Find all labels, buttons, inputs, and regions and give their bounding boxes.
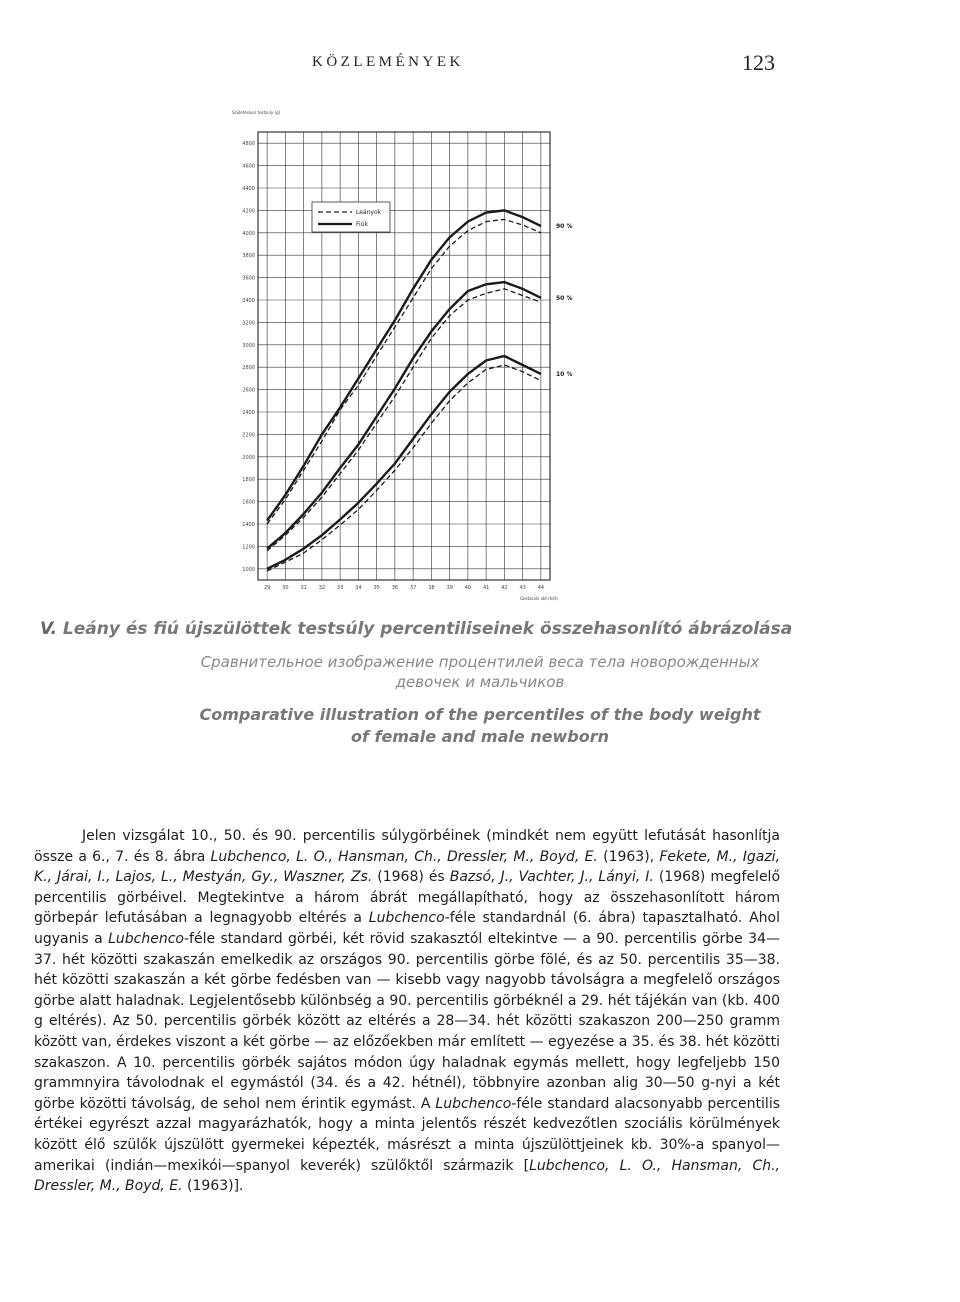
percentile-label: 90 % xyxy=(556,223,573,231)
x-tick-label: 31 xyxy=(300,585,307,591)
legend-label: Fiúk xyxy=(356,221,368,228)
running-title: KÖZLEMÉNYEK xyxy=(312,54,464,70)
x-tick-label: 30 xyxy=(282,585,289,591)
x-tick-label: 37 xyxy=(409,585,417,591)
x-tick-label: 40 xyxy=(464,585,472,591)
caption-hungarian xyxy=(0,618,960,640)
citation: Bazsó, J., Vachter, J., Lányi, I. xyxy=(449,869,654,886)
text-run: -féle standard görbéi, két rövid szakasztól eltekintve — a 90. percentilis görbe 34—37. hét közötti szakaszán emelkedik az országos 90. percentilis görbe fölé, és az 50. percentilis 35—38. hét közötti szakaszán a két görbe fedésben van — kisebb vagy nagyobb távolságra a megfelelő országos görbe alatt haladnak. Legjelentősebb különbség a 90. percentilis görbéknél a 29. hét tájékán van (kb. 400 g eltérés). Az 50. percentilis görbék között az eltérés a 28—34. hét közötti szakaszon 200—250 gramm között van, érdekes viszont a két görbe — az előzőekben már említett — egyezése a 35. és 38. hét közötti szakaszon. A 10. percentilis görbék sajátos módon úgy haladnak egymás mellett, hogy legfeljebb 150 grammnyira távolodnak el egymástól (34. és a 42. hétnél), többnyire azonban alig 30—50 g-nyi a két görbe közötti távolság, de sehol nem érintik egymást. A xyxy=(34,930,780,1112)
y-tick-label: 4200 xyxy=(242,208,255,215)
series-line xyxy=(267,282,541,548)
percentile-label: 50 % xyxy=(556,294,573,302)
y-tick-label: 2800 xyxy=(242,365,255,372)
x-tick-label: 44 xyxy=(537,585,545,591)
legend-label: Leányok xyxy=(356,209,382,216)
paragraph xyxy=(34,826,780,1197)
text-run: (1968) és xyxy=(372,869,450,886)
citation: Lubchenco, L. O., Hansman, Ch., Dressler, M., Boyd, E. xyxy=(34,1157,780,1195)
y-tick-label: 2600 xyxy=(242,387,255,394)
citation: Fekete, M., Igazi, K., Járai, I., Lajos, L., Mestyán, Gy., Waszner, Zs. xyxy=(34,848,781,886)
text-run: (1963)]. xyxy=(182,1178,244,1195)
y-tick-label: 2000 xyxy=(242,454,255,461)
x-tick-label: 42 xyxy=(501,585,508,591)
x-tick-label: 35 xyxy=(373,585,380,591)
caption-english-line2: of female and male newborn xyxy=(350,727,610,746)
x-tick-label: 36 xyxy=(391,585,399,591)
caption-english xyxy=(0,704,960,748)
page-header xyxy=(0,50,960,86)
caption-russian-line1: Сравнительное изображение процентилей веса тела новорожденных xyxy=(200,653,760,671)
y-tick-label: 3800 xyxy=(242,253,255,260)
citation: Lubchenco xyxy=(108,930,184,947)
text-run: (1968) megfelelő percentilis görbéivel. Megtekintve a három ábrát megállapítható, hogy az összehasonlított három görbepár lefutásában a legnagyobb eltérés a xyxy=(34,869,781,927)
caption-english-line1: Comparative illustration of the percentiles of the body weight xyxy=(199,705,761,724)
x-tick-label: 32 xyxy=(318,585,326,591)
body-text xyxy=(34,826,780,1197)
x-tick-label: 34 xyxy=(355,585,362,591)
caption-russian xyxy=(0,652,960,692)
text-run: -féle standard alacsonyabb percentilis értékei egyrészt azzal magyarázhatók, hogy a minta jelentős részét kedvezőtlen szociális körülmények között élő szülők újszülött gyermekei képezték, másrészt a minta újszülöttjeinek kb. 30%-a spanyol—amerikai (indián—mexikói—spanyol keverék) szülőktől származik [ xyxy=(34,1095,780,1174)
text-run: -féle standardnál (6. ábra) tapasztalható. Ahol ugyanis a xyxy=(34,910,781,947)
y-tick-label: 1200 xyxy=(242,544,255,551)
citation: Lubchenco, L. O., Hansman, Ch., Dressler, M., Boyd, E. xyxy=(210,848,598,865)
series-line xyxy=(267,365,541,571)
x-tick-label: 43 xyxy=(519,585,526,591)
y-tick-label: 4800 xyxy=(242,141,255,148)
series-line xyxy=(267,289,541,551)
y-tick-label: 3400 xyxy=(242,298,255,304)
legend-box xyxy=(312,202,390,232)
page-number: 123 xyxy=(742,50,775,75)
citation: Lubchenco xyxy=(368,910,445,927)
x-tick-label: 33 xyxy=(336,585,344,591)
x-axis-label: Gestációs idő (hét) xyxy=(520,596,558,601)
text-run: Jelen vizsgálat 10., 50. és 90. percentilis súlygörbéinek (mindkét nem együtt lefutását hasonlítja össze a 6., 7. és 8. ábra xyxy=(34,828,780,865)
text-run: (1963), xyxy=(597,848,660,865)
figure-number: V. xyxy=(40,619,57,639)
percentile-label: 10 % xyxy=(556,370,573,378)
chart-svg xyxy=(220,100,600,610)
citation: Lubchenco xyxy=(435,1095,512,1112)
caption-hungarian-text: Leány és fiú újszülöttek testsúly percentiliseinek összehasonlító ábrázolása xyxy=(62,619,793,639)
y-tick-label: 3600 xyxy=(242,275,255,282)
y-tick-label: 3200 xyxy=(242,320,255,327)
caption-russian-line2: девочек и мальчиков xyxy=(395,673,565,691)
y-tick-label: 1600 xyxy=(242,499,255,506)
y-axis-label: Születéskori testsúly (g) xyxy=(232,110,281,115)
y-tick-label: 1000 xyxy=(242,566,255,573)
x-tick-label: 41 xyxy=(482,585,490,591)
y-tick-label: 4400 xyxy=(242,186,255,192)
x-tick-label: 29 xyxy=(263,585,271,591)
y-tick-label: 4000 xyxy=(242,230,255,237)
y-tick-label: 1400 xyxy=(242,522,255,528)
y-tick-label: 4600 xyxy=(242,163,255,170)
y-tick-label: 3000 xyxy=(242,342,255,349)
y-tick-label: 2400 xyxy=(242,410,255,416)
percentile-chart xyxy=(220,100,600,610)
y-tick-label: 1800 xyxy=(242,477,255,484)
y-tick-label: 2200 xyxy=(242,432,255,439)
x-tick-label: 38 xyxy=(428,585,435,591)
figure-captions xyxy=(0,618,960,748)
x-tick-label: 39 xyxy=(446,585,453,591)
